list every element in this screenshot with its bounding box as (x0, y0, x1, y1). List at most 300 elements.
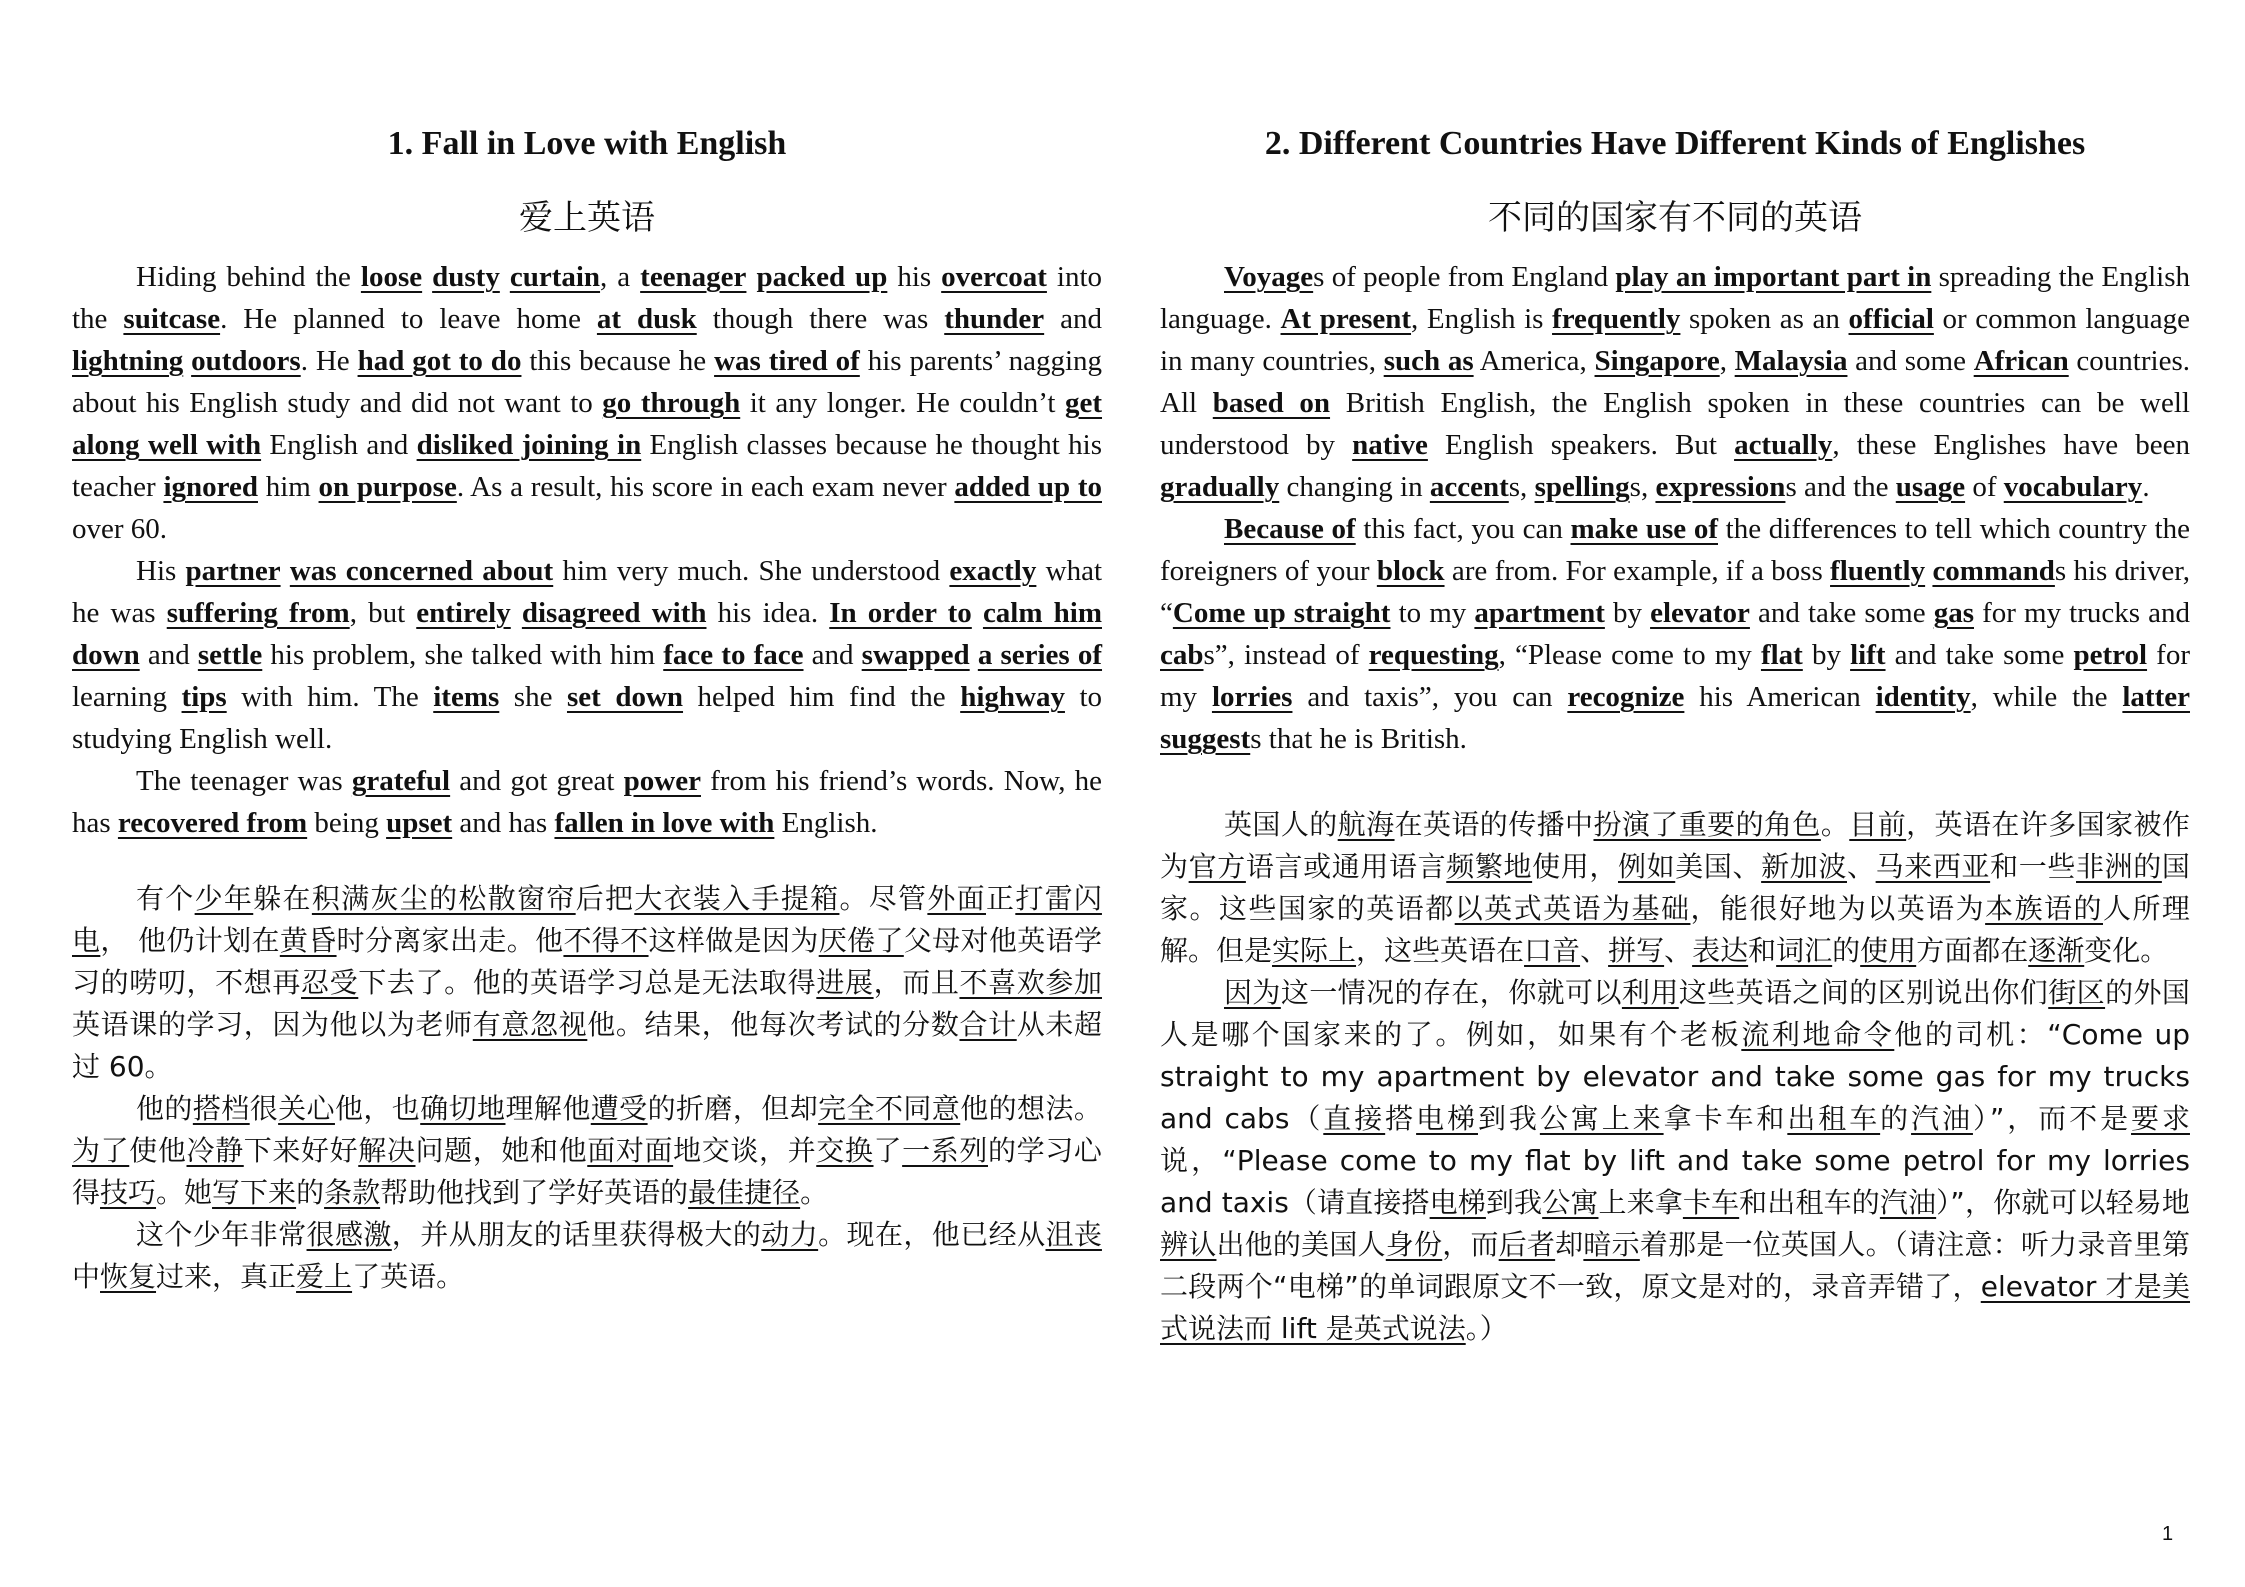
key-term: 遭受 (590, 1092, 648, 1125)
key-term: loose (360, 261, 423, 293)
text-run (422, 261, 432, 293)
text-run: ， 他仍计划在 (100, 924, 280, 957)
text-run: she (499, 681, 567, 713)
key-term: 频繁地 (1446, 850, 1533, 883)
text-run: over 60. (72, 513, 168, 545)
key-term: lift (1850, 639, 1886, 671)
text-run: being (307, 807, 387, 839)
text-run: 他。结果，他每次考试的分数 (587, 1008, 960, 1041)
key-term: 确切地 (420, 1092, 506, 1125)
text-run: 使用， (1532, 850, 1618, 883)
key-term: Come up straight (1172, 597, 1391, 629)
paragraph (1160, 256, 2190, 508)
text-run: 。尽管 (839, 882, 928, 915)
key-term: 汽油 (1911, 1102, 1973, 1135)
text-run: 的 (1880, 1102, 1912, 1135)
text-run: ，英语在许多国家被作为 (1160, 808, 2190, 883)
text-run: 他，也 (334, 1092, 421, 1125)
text-run: , while the (1970, 681, 2123, 713)
text-run: 的折磨，但却 (647, 1092, 819, 1125)
text-run (500, 261, 510, 293)
key-term: 写下来 (212, 1176, 297, 1209)
text-run: his problem, she talked with him (262, 639, 664, 671)
key-term: fluently (1830, 555, 1926, 587)
lesson-2-english-text (1160, 256, 2190, 760)
text-run: 人所理解。但是 (1160, 892, 2190, 967)
text-run: 这些英语之间的区别说出你们 (1678, 976, 2049, 1009)
text-run: 有个 (136, 882, 195, 915)
text-run: for my (1160, 639, 2190, 713)
key-term: At present (1280, 303, 1412, 335)
text-run: to studying English well. (72, 681, 1103, 755)
text-run: though there was (696, 303, 945, 335)
key-term: curtain (509, 261, 601, 293)
key-term: 身份 (1385, 1228, 1443, 1261)
key-term: usage (1895, 471, 1966, 503)
key-term: teenager (640, 261, 747, 293)
key-term: 不得不 (563, 924, 649, 957)
text-run: ，这些英语在 (1356, 934, 1525, 967)
text-run: 国家。这些国家的英语都 (1160, 850, 2190, 925)
text-run: ）”，你就可以轻易地 (1936, 1186, 2190, 1219)
key-term: on purpose (318, 471, 457, 503)
key-term: dusty (432, 261, 500, 293)
text-run: this because he (521, 345, 715, 377)
text-run: ）”，而不是 (1972, 1102, 2132, 1135)
text-run: 。 (1820, 808, 1850, 841)
key-term: block (1376, 555, 1445, 587)
key-term: frequently (1552, 303, 1681, 335)
key-term: upset (386, 807, 453, 839)
lesson-1-chinese-text (72, 878, 1102, 1298)
key-term: elevator 才是美式说法而 lift 是英式说法 (1160, 1270, 2191, 1345)
paragraph (72, 1214, 1102, 1298)
text-run: , English is (1411, 303, 1553, 335)
key-term: 实际上 (1272, 934, 1357, 967)
key-term: 条款 (324, 1176, 381, 1209)
key-term: 公寓上来 (1539, 1102, 1664, 1135)
key-term: In order to (829, 597, 972, 629)
key-term: expression (1655, 471, 1786, 503)
paragraph (72, 550, 1102, 760)
text-run: English. (774, 807, 878, 839)
key-term: 打雷闪电 (72, 882, 1102, 957)
text-run: s, (1629, 471, 1656, 503)
key-term: highway (960, 681, 1065, 713)
key-term: 马来西亚 (1875, 850, 1991, 883)
text-run: his idea. (706, 597, 830, 629)
text-run (511, 597, 522, 629)
text-run: 使他 (129, 1134, 187, 1167)
key-term: 搭档 (192, 1092, 250, 1125)
key-term: Because of (1224, 513, 1356, 545)
key-term: 因为 (1224, 976, 1281, 1009)
key-term: disagreed with (521, 597, 707, 629)
text-run: learning (72, 681, 182, 713)
key-term: suggest (1160, 723, 1251, 755)
key-term: 辨认 (1160, 1228, 1217, 1261)
text-run: 搭 (1385, 1102, 1417, 1135)
key-term: 利用 (1621, 976, 1679, 1009)
paragraph (72, 256, 1102, 550)
key-term: 口音 (1524, 934, 1581, 967)
text-run: Hiding behind the (136, 261, 361, 293)
paragraph (1160, 804, 2190, 972)
key-term: tips (181, 681, 227, 713)
text-run: s of people from England (1313, 261, 1616, 293)
key-term: native (1352, 429, 1428, 461)
text-run: 他的想法。 (960, 1092, 1102, 1125)
text-run: 和一些 (1990, 850, 2076, 883)
text-run: English and (261, 429, 417, 461)
key-term: 一系列 (902, 1134, 988, 1167)
text-run: 时分离家出走。他 (336, 924, 564, 957)
text-run: 躲在 (253, 882, 312, 915)
text-run (970, 639, 978, 671)
key-term: 例如 (1618, 850, 1676, 883)
text-run: The teenager was (136, 765, 352, 797)
text-run: from his friend’s words. Now, he has (72, 765, 1103, 839)
key-term: 外面 (927, 882, 986, 915)
key-term: exactly (949, 555, 1037, 587)
text-run: and taxis”, you can (1292, 681, 1568, 713)
text-run: . As a result, his score in each exam never (456, 471, 955, 503)
key-term: suitcase (123, 303, 221, 335)
key-term: command (1932, 555, 2055, 587)
key-term: 爱上 (296, 1260, 353, 1293)
key-term: Malaysia (1734, 345, 1848, 377)
text-run: or common language in many countries, (1160, 303, 2190, 377)
key-term: face to face (663, 639, 804, 671)
text-run: and take some (1749, 597, 1934, 629)
text-run: 和 (1748, 934, 1777, 967)
text-run: and (139, 639, 198, 671)
text-run: 后把 (575, 882, 635, 915)
text-run: and some (1847, 345, 1974, 377)
paragraph (1160, 972, 2190, 1350)
text-run: 在英语的传播中 (1394, 808, 1594, 841)
key-term: 有意忽视 (472, 1008, 588, 1041)
key-term: 流利地命令 (1741, 1018, 1895, 1051)
text-run: , “Please come to my (1498, 639, 1761, 671)
key-term: 积满灰尘的松散窗帘 (311, 882, 576, 915)
text-run (972, 597, 983, 629)
lesson-2-title: 2. Different Countries Have Different Kinds of Englishes (1264, 125, 2086, 162)
text-run: . He (300, 345, 358, 377)
text-run: 出他的美国人 (1216, 1228, 1386, 1261)
text-run: 美国、 (1675, 850, 1762, 883)
left-column (72, 110, 1102, 1298)
key-term: 街区 (2048, 976, 2106, 1009)
key-term: partner (185, 555, 281, 587)
key-term: lightning (72, 345, 184, 377)
key-term: 后者 (1498, 1228, 1556, 1261)
key-term: gas (1933, 597, 1974, 629)
text-run (746, 261, 756, 293)
key-term: 大衣装入手提箱 (634, 882, 840, 915)
key-term: disliked joining in (416, 429, 642, 461)
key-term: 电梯 (1416, 1102, 1478, 1135)
text-run: s that he is British. (1250, 723, 1467, 755)
key-term: 关心 (278, 1092, 335, 1125)
key-term: 厌倦了 (818, 924, 904, 957)
text-run: 。 (800, 1176, 829, 1209)
key-term: elevator (1650, 597, 1750, 629)
text-run: 上来拿 (1598, 1186, 1683, 1219)
text-run: 正 (986, 882, 1016, 915)
text-run: s”, instead of (1203, 639, 1369, 671)
text-run: . He planned to leave home (220, 303, 597, 335)
key-term: 暗示 (1583, 1228, 1640, 1261)
paragraph (72, 760, 1102, 844)
key-term: 忍受 (301, 966, 359, 999)
text-run: 了英语。 (352, 1260, 465, 1293)
key-term: ignored (163, 471, 258, 503)
key-term: official (1848, 303, 1934, 335)
key-term: vocabulary (2003, 471, 2143, 503)
key-term: 解决 (358, 1134, 416, 1167)
text-run: spoken as an (1680, 303, 1849, 335)
key-term: identity (1875, 681, 1971, 713)
text-run: America, (1473, 345, 1595, 377)
text-run: his parents’ nagging about his English study and did not want to (72, 345, 1103, 419)
text-run: 这一情况的存在，你就可以 (1280, 976, 1622, 1009)
key-term: calm him down (72, 597, 1102, 671)
key-term: was concerned about (289, 555, 554, 587)
key-term: 本族语的 (1985, 892, 2103, 925)
key-term: Voyage (1224, 261, 1314, 293)
key-term: 出租车 (1787, 1102, 1881, 1135)
text-run: , a (600, 261, 641, 293)
key-term: 表达 (1692, 934, 1749, 967)
text-run: this fact, you can (1355, 513, 1571, 545)
text-run: . (2142, 471, 2150, 503)
text-run: 的 (296, 1176, 325, 1209)
key-term: latter (2122, 681, 2190, 713)
key-term: 为了 (72, 1134, 130, 1167)
key-term: 恢复 (100, 1260, 157, 1293)
text-run: 帮助他找到了学好英语的 (380, 1176, 689, 1209)
text-run: British English, the English spoken in these countries can be well understood by (1160, 387, 2190, 461)
paragraph (72, 1088, 1102, 1214)
key-term: 技巧 (100, 1176, 157, 1209)
lesson-2-chinese-text (1160, 804, 2190, 1350)
key-term: items (433, 681, 500, 713)
key-term: cab (1160, 639, 1204, 671)
key-term: spelling (1534, 471, 1630, 503)
key-term: 词汇 (1776, 934, 1833, 967)
key-term: 完全不同意 (818, 1092, 961, 1125)
key-term: 黄昏 (279, 924, 337, 957)
text-run: 变化。 (2084, 934, 2169, 967)
text-run: 他的司机：“Come up straight to my apartment by elevator and take some gas for my trucks and cabs（ (1160, 1018, 2190, 1135)
text-run: ，能很好地为以英语为 (1690, 892, 1986, 925)
lesson-1-title: 1. Fall in Love with English (387, 125, 787, 162)
key-term: 合计 (959, 1008, 1017, 1041)
key-term: 冷静 (186, 1134, 244, 1167)
key-term: such as (1383, 345, 1474, 377)
text-run: spreading the English language. (1160, 261, 2190, 335)
key-term: outdoors (191, 345, 301, 377)
text-run: 的学习心得 (72, 1134, 1102, 1209)
text-run: for my trucks and (1974, 597, 2191, 629)
text-run: 父母对他英语学习的唠叨，不想再 (72, 924, 1102, 999)
text-run: 这个少年非常 (136, 1218, 307, 1251)
key-term: set down (566, 681, 684, 713)
text-run: countries. All (1160, 345, 2190, 419)
text-run: ，并从朋友的话里获得极大的 (391, 1218, 762, 1251)
text-run: him (257, 471, 319, 503)
text-run: , these Englishes have been (1832, 429, 2191, 461)
text-run: 说，“Please come to my flat by lift and take some petrol for my lorries and taxis（请直接搭 (1160, 1144, 2190, 1219)
key-term: petrol (2073, 639, 2148, 671)
text-run: English speakers. But (1427, 429, 1735, 461)
text-run: with him. The (226, 681, 434, 713)
text-run: and take some (1885, 639, 2074, 671)
text-run: 。） (1465, 1312, 1508, 1345)
text-run: and (1044, 303, 1102, 335)
key-term: requesting (1368, 639, 1499, 671)
key-term: 扮演了重要的角色 (1593, 808, 1821, 841)
key-term: 要求 (2131, 1102, 2190, 1135)
key-term: actually (1734, 429, 1833, 461)
key-term: overcoat (941, 261, 1047, 293)
text-run: s his driver, “ (1160, 555, 2190, 629)
text-run: are from. For example, if a boss (1444, 555, 1831, 587)
text-run: 到我 (1485, 1186, 1543, 1219)
key-term: flat (1760, 639, 1803, 671)
key-term: 直接 (1323, 1102, 1386, 1135)
right-column (1160, 110, 2190, 1350)
key-term: 使用 (1860, 934, 1917, 967)
key-term: gradually (1160, 471, 1280, 503)
text-run: his American (1684, 681, 1876, 713)
key-term: play an important part in (1615, 261, 1932, 293)
text-run: 英语课的学习，因为他以为老师 (72, 1008, 473, 1041)
text-run (281, 555, 290, 587)
text-run: by (1802, 639, 1851, 671)
text-run: 他的 (136, 1092, 193, 1125)
key-term: go through (602, 387, 741, 419)
key-term: 官方 (1188, 850, 1246, 883)
key-term: recovered from (117, 807, 308, 839)
key-term: Singapore (1594, 345, 1720, 377)
text-run: 很 (249, 1092, 279, 1125)
lesson-2-subtitle: 不同的国家有不同的英语 (1488, 198, 1862, 238)
key-term: 很感激 (306, 1218, 392, 1251)
key-term: grateful (351, 765, 451, 797)
key-term: thunder (944, 303, 1045, 335)
key-term: 卡车 (1682, 1186, 1740, 1219)
text-run: it any longer. He couldn’t (740, 387, 1065, 419)
text-run: English classes because he thought his teacher (72, 429, 1102, 503)
text-run: 的外国人是哪个国家来的了。例如，如果有个老板 (1160, 976, 2190, 1051)
text-run: His (136, 555, 186, 587)
key-term: 不喜欢参加 (959, 966, 1102, 999)
key-term: African (1973, 345, 2069, 377)
key-term: power (623, 765, 701, 797)
paragraph (72, 878, 1102, 1088)
text-run: s, (1508, 471, 1535, 503)
key-term: 航海 (1337, 808, 1395, 841)
text-run: what he was (72, 555, 1102, 629)
key-term: 最佳捷径 (688, 1176, 801, 1209)
text-run: 语言或通用语言 (1245, 850, 1447, 883)
key-term: based on (1212, 387, 1331, 419)
text-run: and got great (450, 765, 624, 797)
text-run: , (1719, 345, 1735, 377)
text-run: 、 (1664, 934, 1693, 967)
key-term: settle (197, 639, 263, 671)
key-term: entirely (416, 597, 511, 629)
key-term: make use of (1570, 513, 1718, 545)
key-term: was tired of (714, 345, 860, 377)
text-run: him very much. She understood (553, 555, 950, 587)
text-run: 。现在，他已经从 (818, 1218, 1046, 1251)
text-run: 、 (1580, 934, 1609, 967)
text-run: 着那是一位英国人。（请注意：听力录音里第二段两个“电梯”的单词跟原文不一致，原文是对的，录音弄错了， (1160, 1228, 2190, 1303)
paragraph (1160, 508, 2190, 760)
text-run: ，而 (1442, 1228, 1499, 1261)
text-run: 下来好好 (243, 1134, 359, 1167)
text-run: 和出租车的 (1739, 1186, 1880, 1219)
text-run: 英国人的 (1224, 808, 1338, 841)
text-run: 这样做是因为 (648, 924, 819, 957)
key-term: accent (1429, 471, 1509, 503)
key-term: apartment (1474, 597, 1605, 629)
key-term: 非洲的 (2076, 850, 2162, 883)
text-run: 却 (1555, 1228, 1584, 1261)
text-run: 方面都在 (1916, 934, 2029, 967)
key-term: swapped (861, 639, 970, 671)
text-run: ，而且 (873, 966, 960, 999)
text-run (183, 345, 191, 377)
key-term: had got to do (357, 345, 522, 377)
key-term: 新加波 (1761, 850, 1847, 883)
text-run: 过来，真正 (156, 1260, 297, 1293)
text-run: to my (1390, 597, 1475, 629)
text-run: changing in (1279, 471, 1430, 503)
text-run: 中 (72, 1260, 101, 1293)
key-term: 进展 (816, 966, 874, 999)
key-term: 少年 (194, 882, 254, 915)
key-term: packed up (756, 261, 888, 293)
key-term: fallen in love with (554, 807, 775, 839)
key-term: added up to (954, 471, 1102, 503)
text-run: 下去了。他的英语学习总是无法取得 (358, 966, 817, 999)
text-run: 地交谈，并 (673, 1134, 817, 1167)
key-term: recognize (1567, 681, 1685, 713)
text-run: 的 (1832, 934, 1861, 967)
key-term: 目前 (1849, 808, 1907, 841)
key-term: 公寓 (1542, 1186, 1599, 1219)
key-term: a series of (977, 639, 1103, 671)
text-run: of (1965, 471, 2004, 503)
text-run: and has (452, 807, 555, 839)
key-term: 逐渐 (2028, 934, 2085, 967)
text-run: 问题，她和他 (415, 1134, 588, 1167)
lesson-1-english-text (72, 256, 1102, 844)
text-run: his (887, 261, 942, 293)
key-term: 交换 (816, 1134, 874, 1167)
text-run: and (803, 639, 862, 671)
key-term: suffering from (166, 597, 350, 629)
text-run: helped him find the (683, 681, 961, 713)
text-run: s and the (1785, 471, 1896, 503)
lesson-1-subtitle: 爱上英语 (519, 198, 655, 238)
page-number: 1 (2162, 1523, 2174, 1545)
text-run: 了 (873, 1134, 903, 1167)
